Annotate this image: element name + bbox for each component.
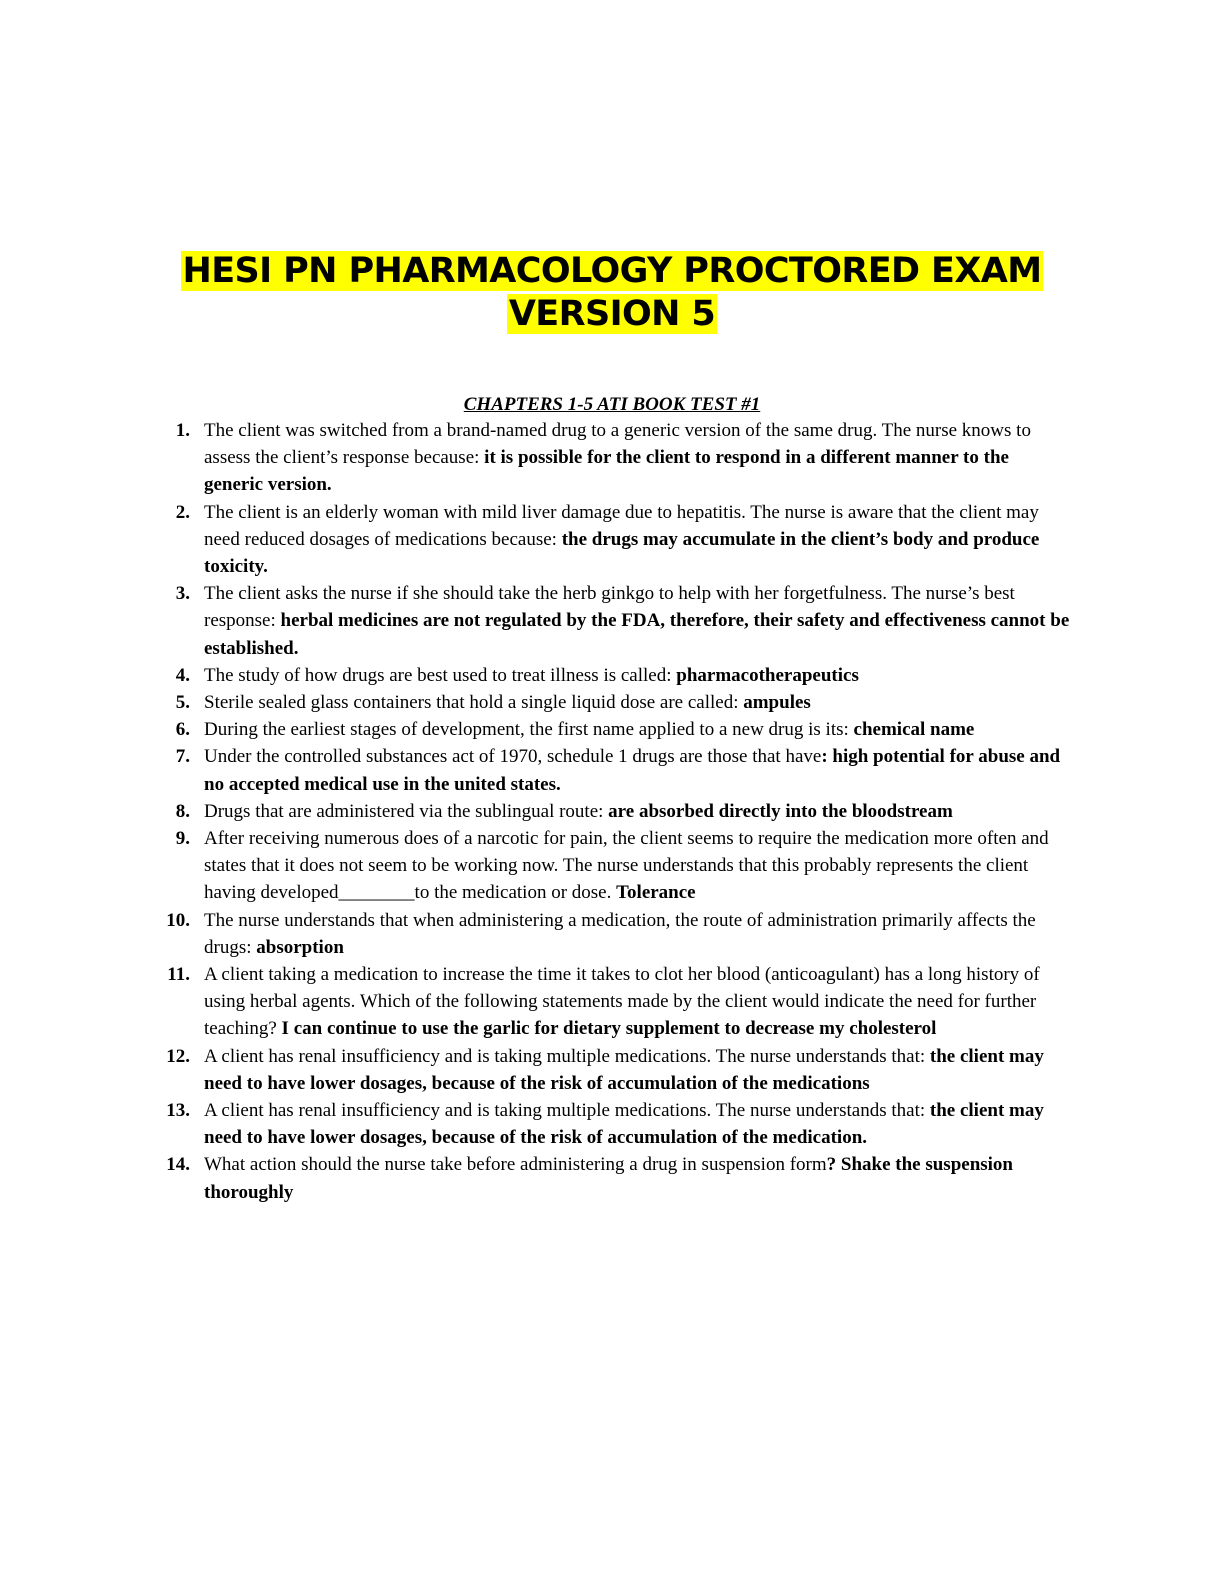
- chapter-heading: CHAPTERS 1-5 ATI BOOK TEST #1: [463, 394, 761, 415]
- title-highlight-1: HESI PN PHARMACOLOGY PROCTORED EXAM: [182, 251, 1042, 291]
- question-text: The client was switched from a brand-named drug to a generic version of the same drug. The nurse knows to assess the client’s response because:: [204, 420, 1031, 469]
- question-answer: the client may need to have lower dosages, because of the risk of accumulation of the medication.: [204, 1100, 1044, 1149]
- question-answer: : high potential for abuse and no accepted medical use in the united states.: [204, 746, 1061, 795]
- question-text: The study of how drugs are best used to treat illness is called:: [204, 664, 677, 686]
- question-number: 6.: [175, 719, 190, 741]
- question-item: [160, 1097, 1072, 1151]
- question-text: After receiving numerous does of a narcotic for pain, the client seems to require the medication more often and states that it does not seem to be working now. The nurse understands that this probably represents the client having developed________to the medication or dose.: [204, 828, 1049, 904]
- question-item: [160, 580, 1072, 662]
- question-answer: ? Shake the suspension thoroughly: [204, 1154, 1013, 1203]
- question-answer: pharmacotherapeutics: [676, 664, 859, 686]
- question-item: [160, 961, 1072, 1043]
- question-answer: are absorbed directly into the bloodstream: [608, 800, 953, 822]
- question-text: A client has renal insufficiency and is taking multiple medications. The nurse understands that:: [204, 1045, 930, 1067]
- question-item: [160, 689, 1072, 716]
- question-answer: it is possible for the client to respond in a different manner to the generic version.: [204, 447, 1009, 496]
- question-number: 7.: [175, 746, 190, 768]
- question-answer: the client may need to have lower dosages, because of the risk of accumulation of the medications: [204, 1045, 1044, 1094]
- question-number: 3.: [175, 583, 190, 605]
- question-text: A client taking a medication to increase the time it takes to clot her blood (anticoagulant) has a long history of using herbal agents. Which of the following statements made by the client would indicate the need for further teaching?: [204, 964, 1040, 1040]
- question-item: [160, 417, 1072, 499]
- question-number: 13.: [166, 1100, 190, 1122]
- question-list: [160, 417, 1072, 1206]
- question-text: The nurse understands that when administering a medication, the route of administration primarily affects the drugs:: [204, 909, 1036, 958]
- question-number: 8.: [175, 800, 190, 822]
- question-item: [160, 499, 1072, 581]
- question-item: [160, 798, 1072, 825]
- question-text: The client asks the nurse if she should take the herb ginkgo to help with her forgetfulness. The nurse’s best response:: [204, 583, 1015, 632]
- question-number: 2.: [175, 501, 190, 523]
- question-number: 12.: [166, 1045, 190, 1067]
- question-number: 10.: [166, 909, 190, 931]
- question-text: What action should the nurse take before administering a drug in suspension form: [204, 1154, 827, 1176]
- question-number: 4.: [175, 664, 190, 686]
- question-number: 9.: [175, 828, 190, 850]
- question-answer: herbal medicines are not regulated by the FDA, therefore, their safety and effectiveness cannot be established.: [204, 610, 1070, 659]
- question-number: 11.: [167, 964, 190, 986]
- title-highlight-2: VERSION 5: [508, 294, 716, 334]
- question-answer: the drugs may accumulate in the client’s body and produce toxicity.: [204, 528, 1040, 578]
- question-answer: chemical name: [853, 719, 975, 741]
- question-item: [160, 716, 1072, 743]
- question-item: [160, 1043, 1072, 1097]
- question-number: 1.: [175, 420, 190, 441]
- question-answer: ampules: [743, 692, 811, 714]
- question-text: A client has renal insufficiency and is taking multiple medications. The nurse understands that:: [204, 1100, 930, 1122]
- title-line-2: [0, 293, 1224, 336]
- question-item: [160, 907, 1072, 961]
- question-answer: I can continue to use the garlic for dietary supplement to decrease my cholesterol: [281, 1018, 937, 1040]
- question-text: Under the controlled substances act of 1970, schedule 1 drugs are those that have: [204, 746, 822, 768]
- question-text: The client is an elderly woman with mild liver damage due to hepatitis. The nurse is aware that the client may need reduced dosages of medications because:: [204, 501, 1039, 550]
- question-text: During the earliest stages of development, the first name applied to a new drug is its:: [204, 719, 854, 741]
- question-answer: Tolerance: [616, 882, 696, 904]
- question-text: Sterile sealed glass containers that hold a single liquid dose are called:: [204, 692, 744, 714]
- question-item: [160, 825, 1072, 907]
- question-answer: absorption: [256, 936, 344, 958]
- question-number: 14.: [166, 1154, 190, 1176]
- question-item: [160, 662, 1072, 689]
- question-item: [160, 743, 1072, 797]
- question-text: Drugs that are administered via the sublingual route:: [204, 800, 609, 822]
- question-number: 5.: [175, 692, 190, 714]
- question-item: [160, 1151, 1072, 1205]
- title-line-1: [0, 250, 1224, 293]
- document-title: [0, 250, 1224, 336]
